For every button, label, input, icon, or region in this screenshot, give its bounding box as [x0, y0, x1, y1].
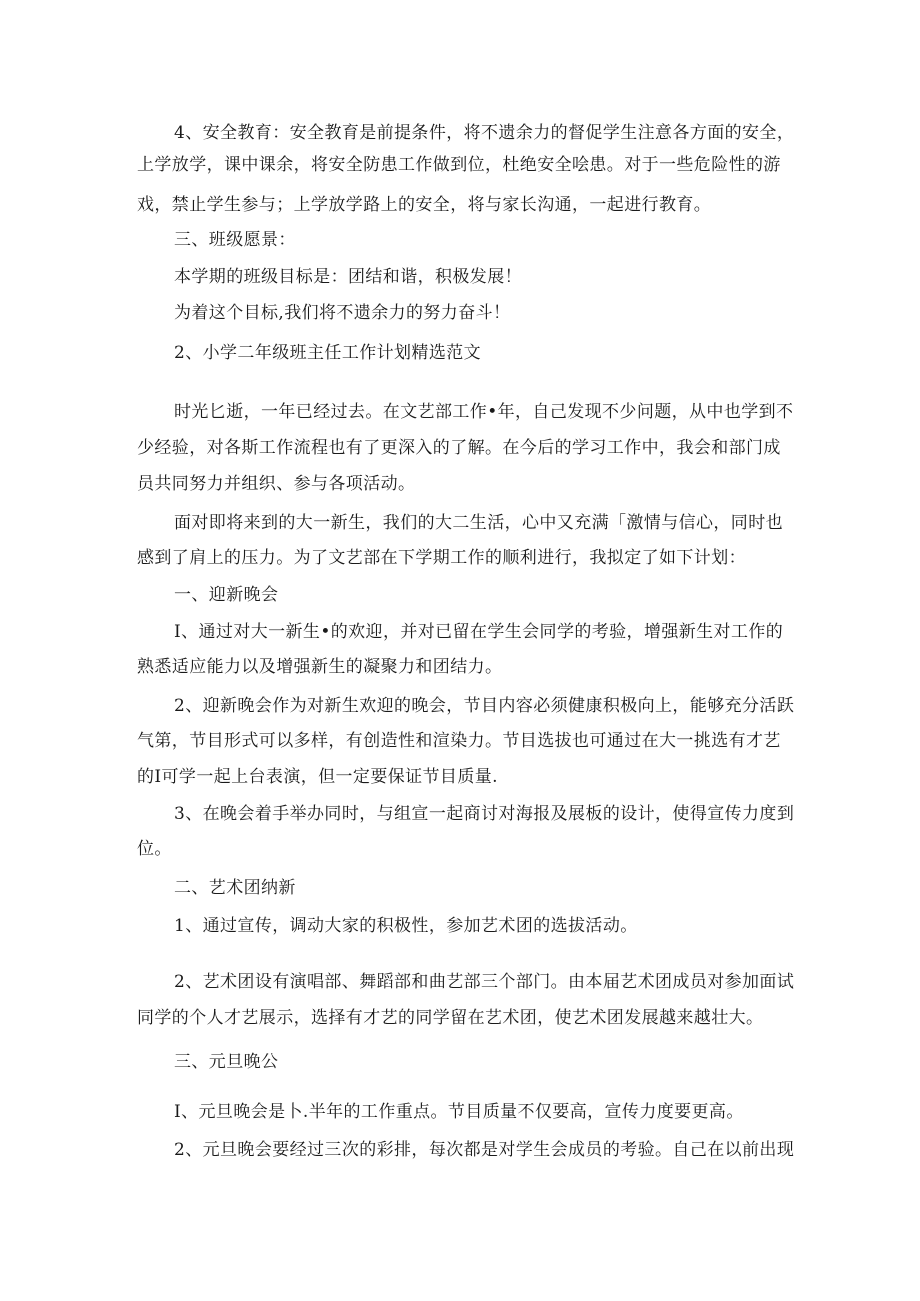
section-heading-art-troupe: 二、艺术团纳新 [174, 878, 296, 898]
intro-paragraph-line-1: 时光匕逝，一年已经过去。在文艺部工作•年，自己发现不少问题，从中也学到不 [174, 402, 794, 422]
intro-paragraph-line-3: 员共同努力并组织、参与各项活动。 [137, 474, 416, 494]
art-troupe-item-2-line-1: 2、艺术团设有演唱部、舞蹈部和曲艺部三个部门。由本届艺术团成员对参加面试 [174, 972, 795, 992]
class-goal-commitment-line: 为着这个目标,我们将不遗余力的努力奋斗！ [174, 303, 511, 323]
welcome-item-3-line-2: 位。 [137, 839, 172, 859]
welcome-item-1-line-1: I、通过对大一新生•的欢迎，并对已留在学生会同学的考验，增强新生对工作的 [174, 622, 784, 642]
welcome-item-2-line-3: 的I可学一起上台表演，但一定要保证节目质量. [137, 767, 498, 787]
article-title-work-plan: 2、小学二年级班主任工作计划精选范文 [174, 343, 482, 363]
art-troupe-item-1: 1、通过宣传，调动大家的积极性，参加艺术团的选拔活动。 [174, 916, 638, 936]
welcome-item-1-line-2: 熟悉适应能力以及增强新生的凝聚力和团结力。 [137, 657, 503, 677]
outlook-paragraph-line-1: 面对即将来到的大一新生，我们的大二生活，心中又充满「激情与信心，同时也 [174, 513, 783, 533]
welcome-item-3-line-1: 3、在晚会着手举办同时，与组宣一起商讨对海报及展板的设计，使得宣传力度到 [174, 804, 795, 824]
new-year-item-1: I、元旦晚会是卜.半年的工作重点。节目质量不仅要高，宣传力度要更高。 [174, 1102, 744, 1122]
intro-paragraph-line-2: 少经验，对各斯工作流程也有了更深入的了解。在今后的学习工作中，我会和部门成 [137, 438, 781, 458]
art-troupe-item-2-line-2: 同学的个人才艺展示，选择有才艺的同学留在艺术团，使艺术团发展越来越壮大。 [137, 1008, 764, 1028]
paragraph-safety-education-line-1: 4、安全教育：安全教育是前提条件，将不遗余力的督促学生注意各方面的安全， [174, 123, 795, 143]
class-goal-line: 本学期的班级目标是：团结和谐，积极发展！ [174, 267, 522, 287]
paragraph-safety-education-line-3: 戏，禁止学生参与；上学放学路上的安全，将与家长沟通，一起进行教育。 [137, 195, 712, 215]
paragraph-safety-education-line-2: 上学放学，课中课余，将安全防患工作做到位，杜绝安全哙患。对于一些危险性的游 [137, 155, 781, 175]
welcome-item-2-line-1: 2、迎新晚会作为对新生欢迎的晚会，节目内容必须健康积极向上，能够充分活跃 [174, 696, 795, 716]
new-year-item-2-line-1: 2、元旦晚会要经过三次的彩排，每次都是对学生会成员的考验。自己在以前出现 [174, 1140, 795, 1160]
section-heading-new-year-party: 三、元旦晚公 [174, 1052, 279, 1072]
welcome-item-2-line-2: 气第，节目形式可以多样，有创造性和渲染力。节目选拔也可通过在大一挑选有才艺 [137, 731, 781, 751]
outlook-paragraph-line-2: 感到了肩上的压力。为了文艺部在下学期工作的顺利进行，我拟定了如下计划： [137, 548, 746, 568]
section-heading-class-vision: 三、班级愿景： [174, 230, 296, 250]
section-heading-welcome-party: 一、迎新晚会 [174, 585, 279, 605]
